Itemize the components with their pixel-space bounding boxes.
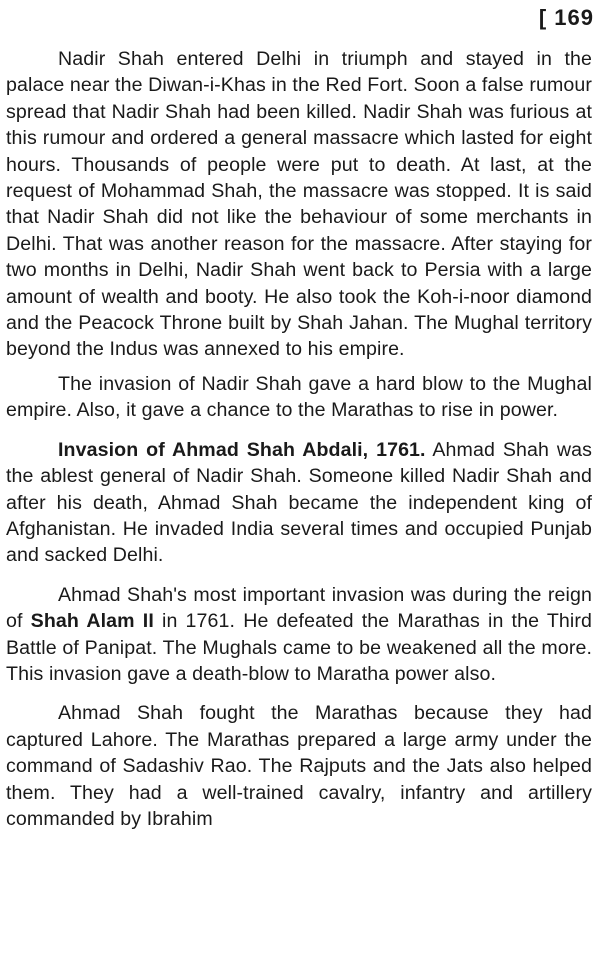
paragraph-panipat: [6, 582, 592, 688]
section-heading-ahmad-shah-abdali: Invasion of Ahmad Shah Abdali, 1761.: [58, 438, 426, 461]
emphasis-shah-alam: Shah Alam II: [30, 610, 154, 633]
body-text: [6, 46, 592, 832]
paragraph-ahmad-shah-abdali-text: Ahmad Shah was the ablest general of Nadir Shah. Someone killed Nadir Shah and after his death, Ahmad Shah became the independent king of Afghanistan. He invaded India several times and occupied Punjab and sacked Delhi.: [6, 438, 593, 567]
paragraph-ahmad-shah-abdali: [6, 437, 592, 569]
paragraph-panipat-text-after: in 1761. He defeated the Marathas in the Third Battle of Panipat. The Mughals came to be weakened all the more. This invasion gave a death-blow to Maratha power also.: [6, 610, 592, 685]
paragraph-nadir-shah-delhi: Nadir Shah entered Delhi in triumph and stayed in the palace near the Diwan-i-Khas in the Red Fort. Soon a false rumour spread that Nadir Shah had been killed. Nadir Shah was furious at this rumour and ordered a general massacre which lasted for eight hours. Thousands of people were put to death. At last, at the request of Mohammad Shah, the massacre was stopped. It is said that Nadir Shah did not like the behaviour of some merchants in Delhi. That was another reason for the massacre. After staying for two months in Delhi, Nadir Shah went back to Persia with a large amount of wealth and booty. He also took the Koh-i-noor diamond and the Peacock Throne built by Shah Jahan. The Mughal territory beyond the Indus was annexed to his empire.: [6, 48, 592, 361]
paragraph-marathas-lahore: Ahmad Shah fought the Marathas because they had captured Lahore. The Marathas prepared a large army under the command of Sadashiv Rao. The Rajputs and the Jats also helped them. They had a well-trained cavalry, infantry and artillery commanded by Ibrahim: [6, 702, 592, 830]
page-number: [ 169: [538, 5, 594, 30]
paragraph-panipat-text-before: Ahmad Shah's most important invasion was during the reign of: [6, 583, 592, 633]
paragraph-invasion-effect: The invasion of Nadir Shah gave a hard blow to the Mughal empire. Also, it gave a chance to the Marathas to rise in power.: [6, 372, 592, 422]
